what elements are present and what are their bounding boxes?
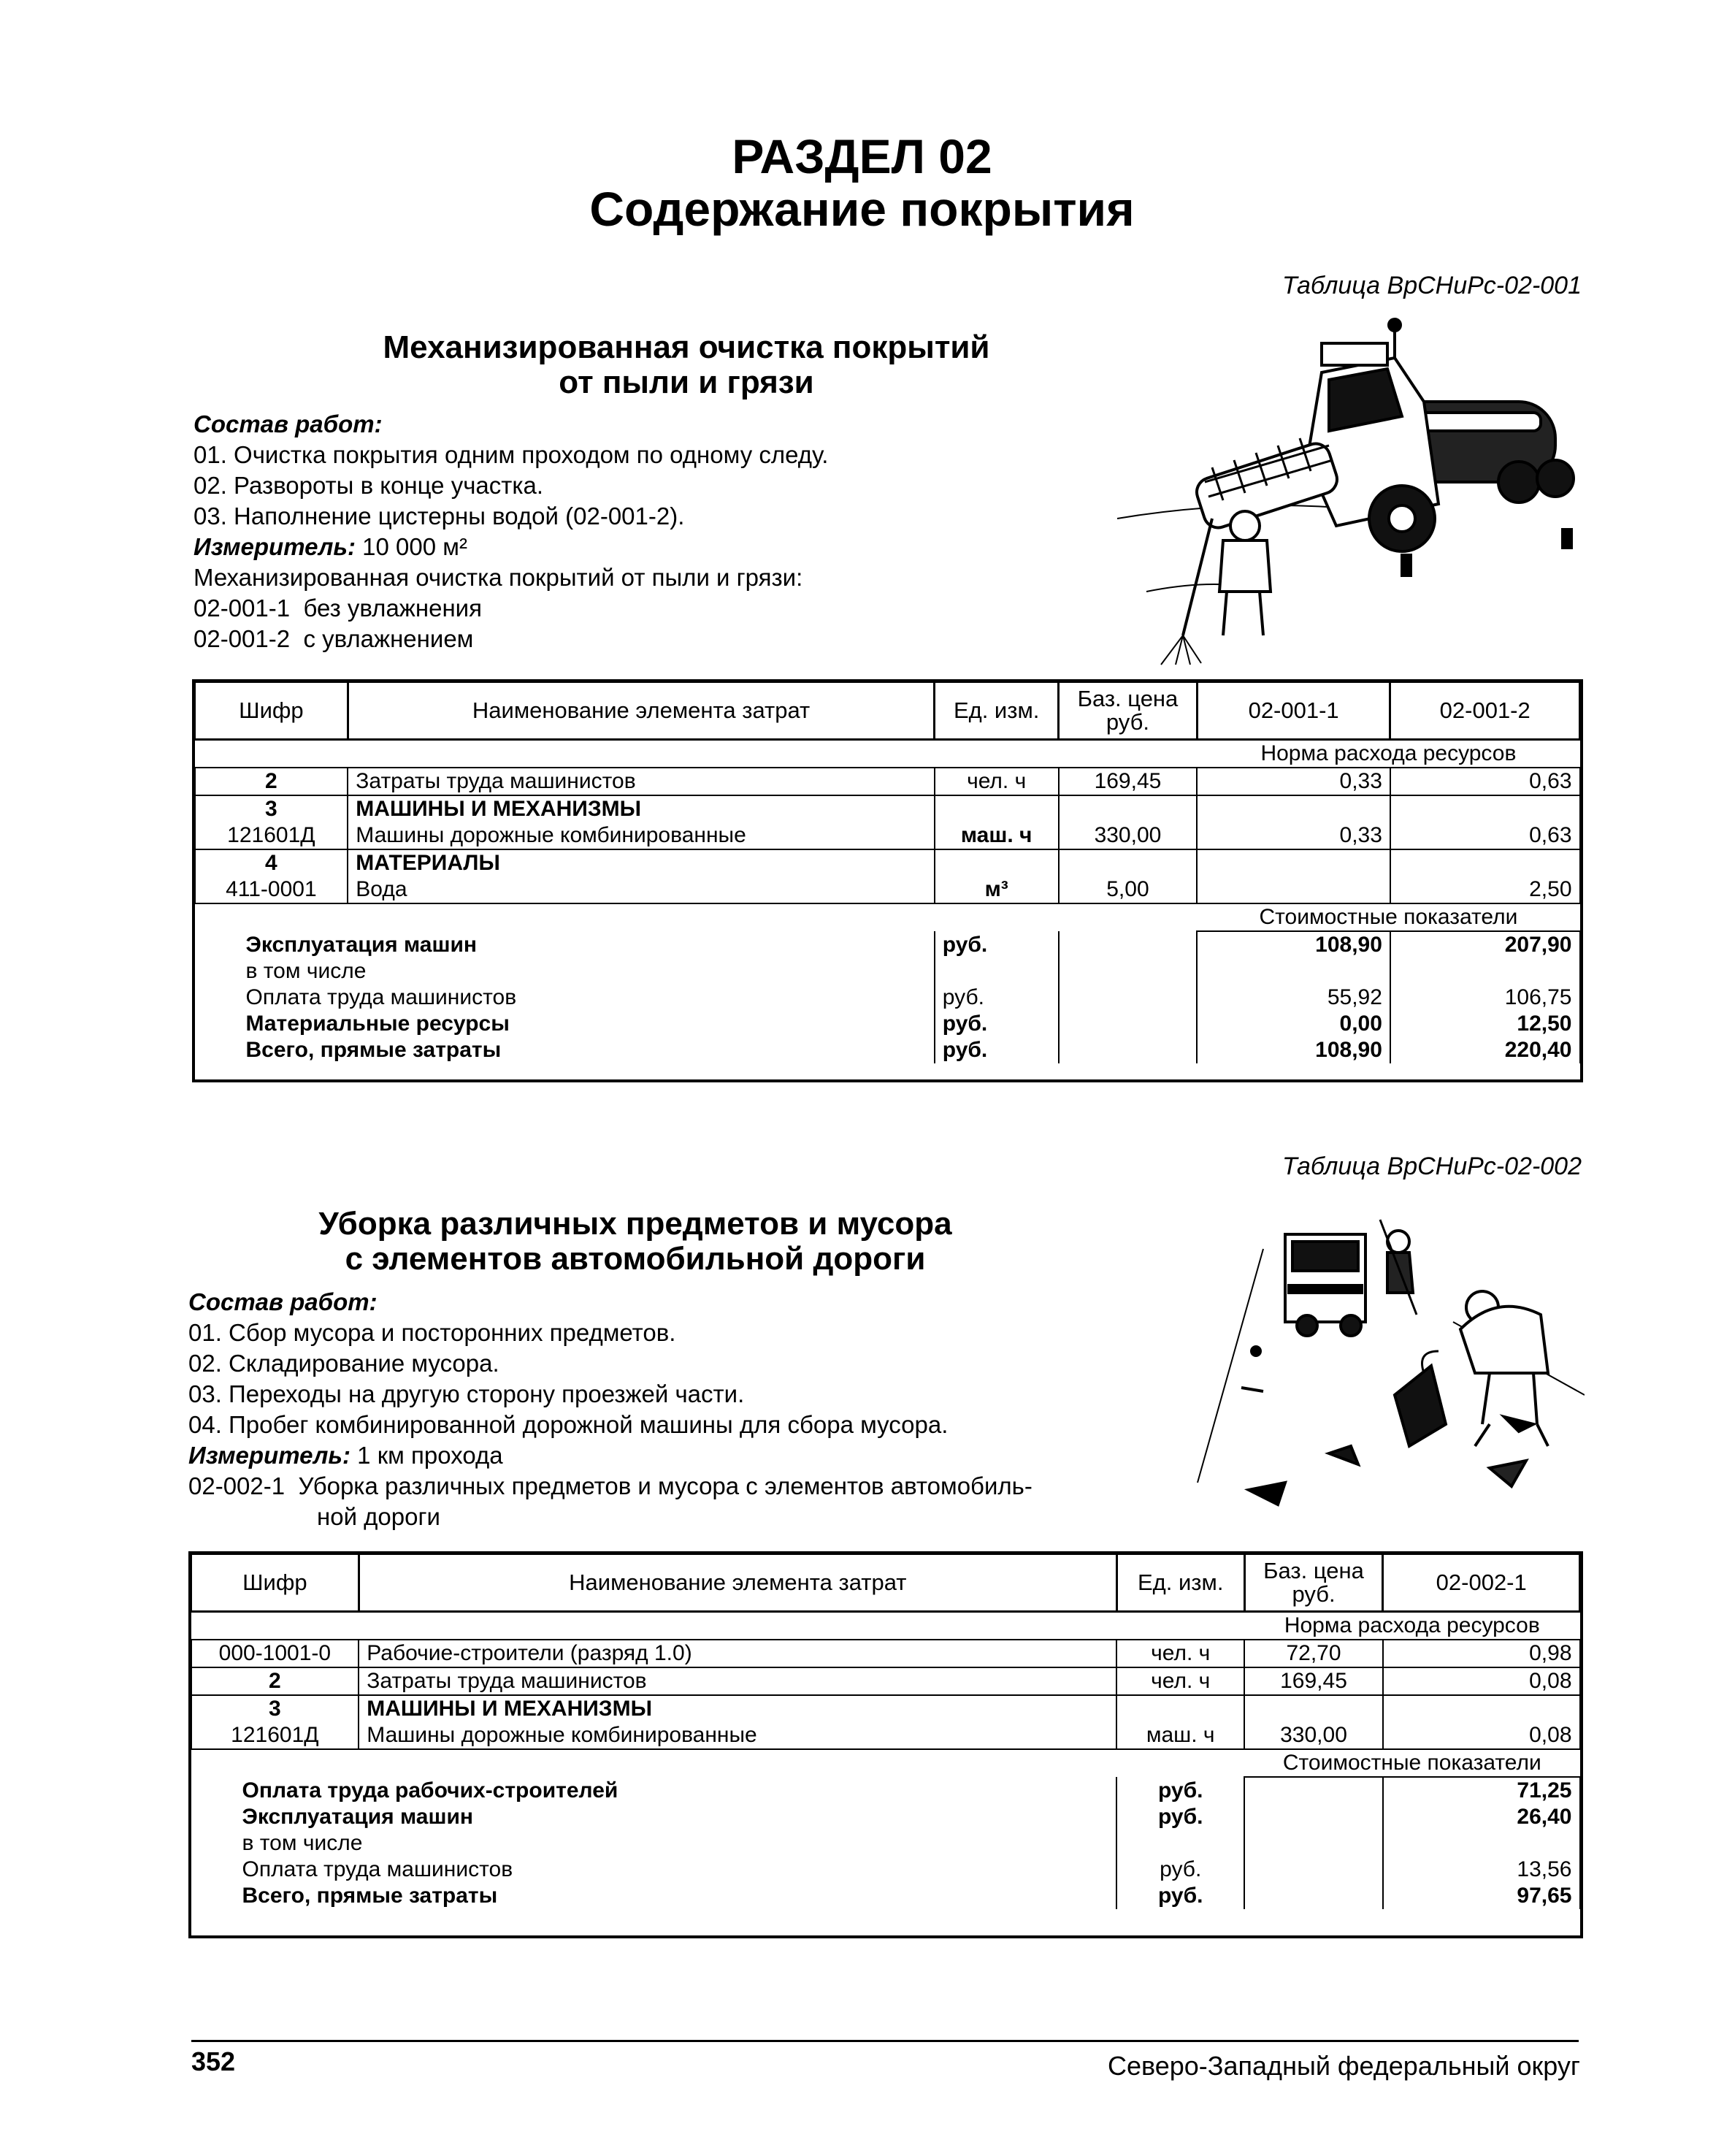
cost-label: Стоимостные показатели — [1197, 903, 1579, 931]
table2-title — [270, 1207, 1000, 1277]
row-code: 2 — [195, 768, 348, 795]
cost-unit: руб. — [935, 985, 1059, 1011]
table1-title-line2: от пыли и грязи — [559, 364, 814, 400]
cost-row — [195, 1011, 1580, 1037]
table-row — [195, 795, 1580, 822]
cost-name: Всего, прямые затраты — [245, 1038, 502, 1062]
cost-name: Оплата труда машинистов — [242, 1857, 513, 1881]
row-value: 2,50 — [1390, 876, 1580, 903]
row-name: МАШИНЫ И МЕХАНИЗМЫ — [359, 1695, 1116, 1722]
cost-value: 13,56 — [1383, 1857, 1580, 1883]
row-price: 330,00 — [1244, 1722, 1383, 1749]
row-price: 169,45 — [1059, 768, 1198, 795]
cost-row — [195, 985, 1580, 1011]
measure-label: Измеритель: — [188, 1442, 350, 1469]
cost-unit: руб. — [935, 1011, 1059, 1037]
row-code: 3 — [191, 1695, 359, 1722]
cost-name: Эксплуатация машин — [242, 1805, 474, 1829]
cost-row — [195, 931, 1580, 958]
table-header — [191, 1554, 1580, 1612]
measure-label: Измеритель: — [194, 533, 356, 560]
row-name: Рабочие-строители (разряд 1.0) — [359, 1640, 1116, 1667]
row-value: 0,08 — [1383, 1722, 1580, 1749]
section-name: Содержание покрытия — [589, 182, 1135, 236]
row-name: Машины дорожные комбинированные — [348, 822, 934, 849]
cost-unit: руб. — [1116, 1777, 1244, 1804]
work-item: 01. Сбор мусора и посторонних предметов. — [188, 1319, 676, 1346]
table1-title — [321, 330, 1051, 400]
variant-line — [194, 593, 828, 624]
row-code: 121601Д — [195, 822, 348, 849]
cost-name: Материальные ресурсы — [245, 1012, 510, 1036]
cost-value: 26,40 — [1383, 1804, 1580, 1830]
footer-divider — [191, 2040, 1579, 2042]
norm-label: Норма расхода ресурсов — [1197, 740, 1579, 768]
variant-line — [188, 1471, 1033, 1502]
measure-value: 1 км прохода — [357, 1442, 503, 1469]
table-header — [195, 682, 1580, 740]
header-col1: 02-001-1 — [1197, 682, 1390, 740]
row-unit: чел. ч — [1116, 1640, 1244, 1667]
section-number: РАЗДЕЛ 02 — [732, 129, 992, 183]
cost-value: 108,90 — [1197, 1037, 1390, 1063]
variant-line-cont: ной дороги — [317, 1503, 440, 1530]
footer-region: Северо-Западный федеральный округ — [1107, 2051, 1580, 2081]
norm-label-row — [191, 1612, 1580, 1640]
table-row — [191, 1667, 1580, 1695]
row-value — [1197, 876, 1390, 903]
variant-text: с увлажнением — [303, 625, 474, 652]
row-code: 2 — [191, 1667, 359, 1695]
table-row — [191, 1640, 1580, 1667]
cost-unit: руб. — [1116, 1804, 1244, 1830]
page-number: 352 — [191, 2046, 236, 2076]
cost-label: Стоимостные показатели — [1244, 1749, 1579, 1777]
cost-label-row — [191, 1749, 1580, 1777]
table1-ref: Таблица ВрСНиРс-02-001 — [1281, 272, 1582, 299]
work-item: 01. Очистка покрытия одним проходом по одному следу. — [194, 441, 829, 468]
variant-code: 02-001-1 — [194, 595, 291, 622]
cost-value: 220,40 — [1390, 1037, 1580, 1063]
cost-unit: руб. — [935, 931, 1059, 958]
litter-collection-illustration — [1168, 1205, 1585, 1512]
cost-unit: руб. — [1116, 1857, 1244, 1883]
table1-title-line1: Механизированная очистка покрытий — [383, 329, 990, 365]
row-unit: чел. ч — [1116, 1667, 1244, 1695]
table1-description — [194, 409, 828, 654]
row-name: Затраты труда машинистов — [348, 768, 934, 795]
cost-value: 12,50 — [1390, 1011, 1580, 1037]
header-code: Шифр — [195, 682, 348, 740]
cost-row — [191, 1777, 1580, 1804]
row-code: 411-0001 — [195, 876, 348, 903]
table2-title-line1: Уборка различных предметов и мусора — [318, 1206, 952, 1242]
row-name: МАШИНЫ И МЕХАНИЗМЫ — [348, 795, 934, 822]
norm-label: Норма расхода ресурсов — [1244, 1612, 1579, 1640]
row-name: Затраты труда машинистов — [359, 1667, 1116, 1695]
row-unit: м³ — [935, 876, 1059, 903]
composition-label: Состав работ: — [194, 410, 383, 437]
cost-value: 108,90 — [1197, 931, 1390, 958]
row-price: 72,70 — [1244, 1640, 1383, 1667]
row-name: МАТЕРИАЛЫ — [348, 849, 934, 876]
row-code: 3 — [195, 795, 348, 822]
cost-name: Оплата труда машинистов — [245, 985, 517, 1009]
row-code: 121601Д — [191, 1722, 359, 1749]
header-price: Баз. цена руб. — [1059, 682, 1198, 740]
cost-value: 0,00 — [1197, 1011, 1390, 1037]
header-unit: Ед. изм. — [1116, 1554, 1244, 1612]
composition-label: Состав работ: — [188, 1288, 378, 1315]
measure-line — [188, 1440, 1033, 1471]
work-item: 03. Наполнение цистерны водой (02-001-2). — [194, 502, 685, 530]
row-price: 169,45 — [1244, 1667, 1383, 1695]
table-row — [191, 1722, 1580, 1749]
cost-value: 207,90 — [1390, 931, 1580, 958]
row-value: 0,33 — [1197, 822, 1390, 849]
variant-code: 02-002-1 — [188, 1472, 286, 1499]
table-row — [195, 876, 1580, 903]
cost-row — [195, 1037, 1580, 1063]
cost-value: 71,25 — [1383, 1777, 1580, 1804]
cost-row — [191, 1830, 1580, 1857]
work-item: 02. Развороты в конце участка. — [194, 472, 544, 499]
header-price: Баз. цена руб. — [1244, 1554, 1383, 1612]
section-title — [0, 130, 1724, 235]
norm-label-row — [195, 740, 1580, 768]
row-code: 000-1001-0 — [191, 1640, 359, 1667]
row-value: 0,08 — [1383, 1667, 1580, 1695]
row-unit: маш. ч — [935, 822, 1059, 849]
table2-cost-table — [190, 1553, 1581, 1909]
row-price: 5,00 — [1059, 876, 1198, 903]
row-value: 0,63 — [1390, 822, 1580, 849]
cost-name: в том числе — [245, 959, 367, 983]
cost-row — [191, 1883, 1580, 1909]
cost-value: 97,65 — [1383, 1883, 1580, 1909]
table2-title-line2: с элементов автомобильной дороги — [345, 1241, 926, 1277]
variant-text: без увлажнения — [303, 595, 482, 622]
work-item: 02. Складирование мусора. — [188, 1350, 499, 1377]
header-col1: 02-002-1 — [1383, 1554, 1580, 1612]
row-unit: чел. ч — [935, 768, 1059, 795]
cost-unit: руб. — [1116, 1883, 1244, 1909]
table-row — [195, 822, 1580, 849]
table2-description — [188, 1287, 1033, 1532]
cost-row — [195, 958, 1580, 985]
header-name: Наименование элемента затрат — [348, 682, 934, 740]
measure-line — [194, 532, 828, 562]
cost-value: 55,92 — [1197, 985, 1390, 1011]
variant-line — [194, 624, 828, 654]
row-name: Вода — [348, 876, 934, 903]
work-item: 03. Переходы на другую сторону проезжей части. — [188, 1380, 745, 1407]
table1-cost-table — [194, 681, 1581, 1063]
header-unit: Ед. изм. — [935, 682, 1059, 740]
description-line: Механизированная очистка покрытий от пыли и грязи: — [194, 564, 803, 591]
cost-row — [191, 1804, 1580, 1830]
measure-value: 10 000 м² — [362, 533, 467, 560]
variant-code: 02-001-2 — [194, 625, 291, 652]
cost-name: Оплата труда рабочих-строителей — [242, 1778, 618, 1803]
cost-name: Всего, прямые затраты — [242, 1884, 498, 1908]
row-value: 0,63 — [1390, 768, 1580, 795]
header-col2: 02-001-2 — [1390, 682, 1580, 740]
cost-unit: руб. — [935, 1037, 1059, 1063]
table-row — [195, 768, 1580, 795]
header-code: Шифр — [191, 1554, 359, 1612]
table-row — [195, 849, 1580, 876]
cost-value: 106,75 — [1390, 985, 1580, 1011]
header-name: Наименование элемента затрат — [359, 1554, 1116, 1612]
row-price: 330,00 — [1059, 822, 1198, 849]
cost-label-row — [195, 903, 1580, 931]
sweeper-truck-illustration — [1103, 314, 1599, 672]
cost-name: Эксплуатация машин — [245, 932, 478, 957]
cost-name: в том числе — [242, 1831, 363, 1855]
table2-ref: Таблица ВрСНиРс-02-002 — [1281, 1152, 1582, 1180]
variant-text: Уборка различных предметов и мусора с элементов автомобиль- — [298, 1472, 1033, 1499]
table-row — [191, 1695, 1580, 1722]
row-code: 4 — [195, 849, 348, 876]
row-value: 0,33 — [1197, 768, 1390, 795]
row-name: Машины дорожные комбинированные — [359, 1722, 1116, 1749]
row-unit: маш. ч — [1116, 1722, 1244, 1749]
cost-row — [191, 1857, 1580, 1883]
row-value: 0,98 — [1383, 1640, 1580, 1667]
work-item: 04. Пробег комбинированной дорожной машины для сбора мусора. — [188, 1411, 949, 1438]
